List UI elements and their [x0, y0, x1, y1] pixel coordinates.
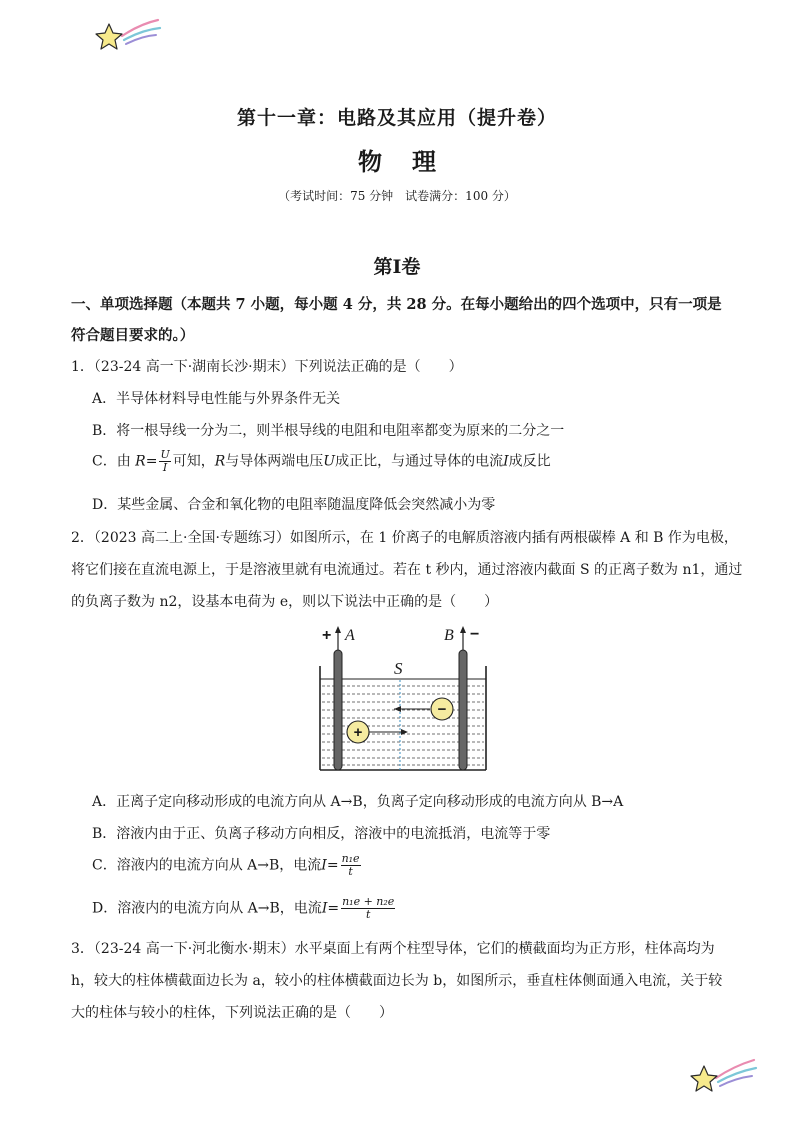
exam-info: （考试时间：75 分钟 试卷满分：100 分）: [278, 189, 516, 203]
page-title: 第十一章：电路及其应用（提升卷）: [236, 107, 557, 129]
question-2-option-b: B．溶液内由于正、负离子移动方向相反，溶液中的电流抵消，电流等于零: [92, 826, 551, 842]
question-2-option-c: C．溶液内的电流方向从 A→B，电流I= $\frac{\text{n₁e}}{t}$: [92, 852, 360, 878]
subject-title: 物理: [358, 147, 466, 176]
negative-ion-sign: −: [437, 701, 447, 718]
arrow-a-icon: [335, 626, 341, 633]
arrow-b-icon: [460, 626, 466, 633]
question-2-option-d: D．溶液内的电流方向从 A→B，电流I= $\frac{\text{n₁e + n₂e}}{t}$: [92, 895, 395, 921]
label-plus: +: [322, 627, 332, 644]
question-2-number: 2．: [71, 530, 94, 546]
question-1-source: （23-24 高一下·湖南长沙·期末）: [93, 359, 295, 375]
volume-heading: 第I卷: [373, 256, 421, 278]
label-b: B: [444, 627, 454, 644]
question-1-option-b: B．将一根导线一分为二，则半根导线的电阻和电阻率都变为原来的二分之一: [92, 423, 565, 439]
electrode-b: [459, 650, 467, 770]
question-1-stem: [71, 356, 463, 376]
question-3-source: （23-24 高一下·河北衡水·期末）: [93, 941, 295, 957]
question-3-stem: 3．（23-24 高一下·河北衡水·期末）水平桌面上有两个柱型导体，它们的横截面均为正方形，柱体高均为 h，较大的柱体横截面边长为 a，较小的柱体横截面边长为 b，如图所示，垂直柱体侧面通入电流，关于较 大的柱体与较小的柱体，下列说法正确的是（ ）: [71, 941, 723, 1021]
section-heading: 一、单项选择题（本题共 7 小题，每小题 4 分，共 28 分。在每小题给出的四个选项中，只有一项是符合题目要求的。）: [71, 296, 722, 344]
question-2-stem: 2．（2023 高二上·全国·专题练习）如图所示，在 1 价离子的电解质溶液内插有两根碳棒 A 和 B 作为电极， 将它们接在直流电源上，于是溶液里就有电流通过。若在 t 秒内，通过溶液内截面 S 的正离子数为 n1，通过 的负离子数为 n2，设基本电荷为 e，则以下说法中正确的是（ ）: [71, 530, 743, 610]
question-1-option-a: A．半导体材料导电性能与外界条件无关: [92, 391, 341, 407]
fraction-u-over-i: $\frac{U}{I}$: [160, 448, 170, 474]
positive-ion-sign: +: [353, 724, 363, 741]
electrolysis-figure: [318, 624, 488, 774]
question-1-option-d: D．某些金属、合金和氧化物的电阻率随温度降低会突然减小为零: [92, 497, 496, 513]
question-2-option-a: A．正离子定向移动形成的电流方向从 A→B，负离子定向移动形成的电流方向从 B→A: [92, 794, 624, 810]
negative-ion-arrow-icon: [394, 706, 401, 712]
question-3-number: 3．: [71, 941, 94, 957]
decorative-star-bottom: [686, 1056, 758, 1098]
fraction-sum-over-t: $\frac{\text{n₁e + n₂e}}{t}$: [342, 895, 395, 921]
label-a: A: [345, 627, 355, 644]
label-s: S: [394, 659, 403, 678]
question-2-source: （2023 高二上·全国·专题练习）: [93, 530, 290, 546]
fraction-n1e-over-t: $\frac{\text{n₁e}}{t}$: [341, 852, 360, 878]
electrode-a: [334, 650, 342, 770]
question-1-number: 1．: [71, 359, 94, 375]
label-minus: −: [470, 626, 480, 643]
question-1-text: 下列说法正确的是（ ）: [294, 359, 463, 375]
question-1-option-c: C．由 R= $\frac{U}{I}$ 可知，R与导体两端电压U成正比，与通过导体的电流I成反比: [92, 448, 551, 474]
decorative-star-top: [92, 16, 162, 58]
